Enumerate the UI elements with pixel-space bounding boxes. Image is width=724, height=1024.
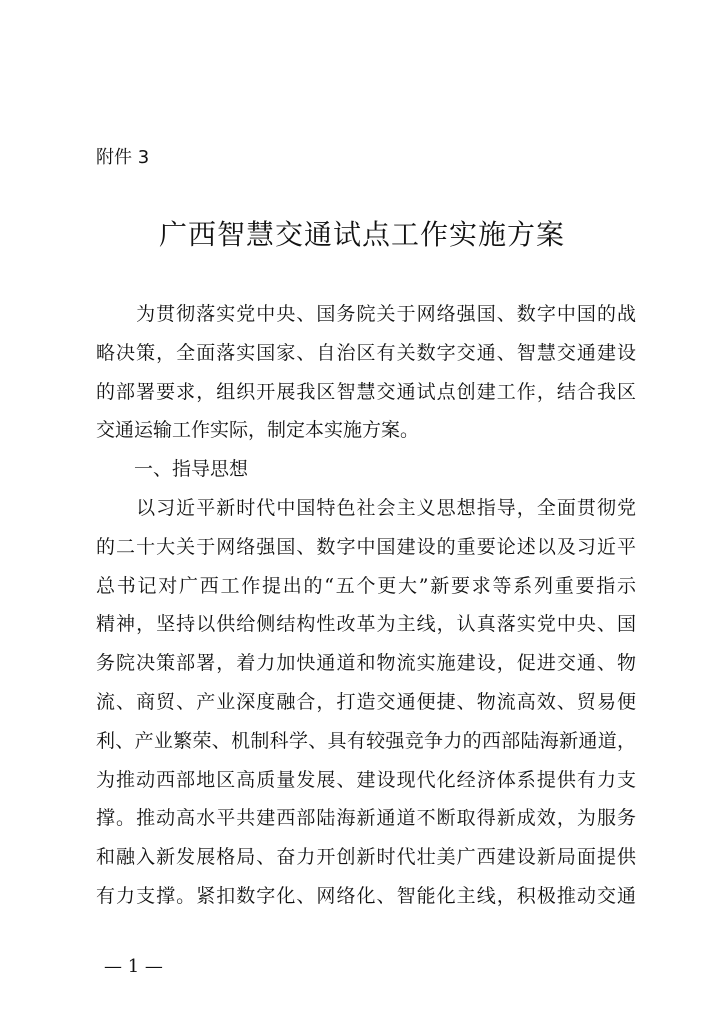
body-line: 为推动西部地区高质量发展、建设现代化经济体系提供有力支 [96, 768, 636, 791]
body-line: 交通运输工作实际，制定本实施方案。 [96, 419, 420, 442]
body-line: 以习近平新时代中国特色社会主义思想指导，全面贯彻党 [96, 496, 636, 519]
body-line: 和融入新发展格局、奋力开创新时代壮美广西建设新局面提供 [96, 846, 636, 869]
document-body [96, 295, 636, 916]
body-line: 为贯彻落实党中央、国务院关于网络强国、数字中国的战 [96, 303, 636, 325]
section-heading: 一、指导思想 [96, 458, 249, 481]
body-line: 务院决策部署，着力加快通道和物流实施建设，促进交通、物 [96, 652, 636, 675]
attachment-label: 附件 3 [96, 147, 150, 168]
body-line: 的部署要求，组织开展我区智慧交通试点创建工作，结合我区 [96, 380, 636, 403]
body-line: 有力支撑。紧扣数字化、网络化、智能化主线，积极推动交通 [96, 884, 636, 907]
body-line: 流、商贸、产业深度融合，打造交通便捷、物流高效、贸易便 [96, 690, 636, 713]
body-line: 略决策，全面落实国家、自治区有关数字交通、智慧交通建设 [96, 341, 636, 364]
body-line: 的二十大关于网络强国、数字中国建设的重要论述以及习近平 [96, 535, 636, 558]
document-title: 广西智慧交通试点工作实施方案 [158, 218, 565, 251]
page-number: — 1 — [104, 956, 163, 977]
body-line: 利、产业繁荣、机制科学、具有较强竞争力的西部陆海新通道， [96, 729, 636, 752]
body-line: 总书记对广西工作提出的“五个更大”新要求等系列重要指示 [96, 574, 636, 597]
body-line: 精神，坚持以供给侧结构性改革为主线，认真落实党中央、国 [96, 613, 636, 636]
body-line: 撑。推动高水平共建西部陆海新通道不断取得新成效，为服务 [96, 807, 636, 830]
